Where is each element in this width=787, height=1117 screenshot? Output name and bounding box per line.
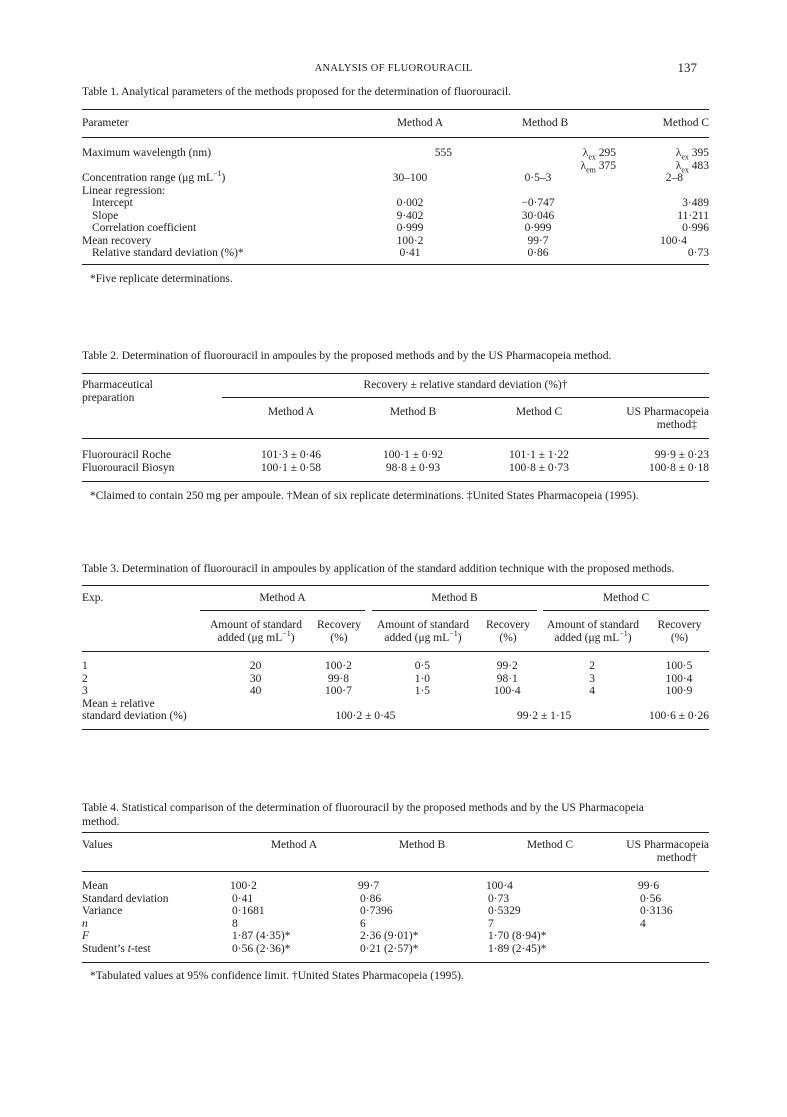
table-row: 1 20 100·2 0·5 99·2 2 100·5 bbox=[82, 660, 693, 672]
table4-bottom-rule bbox=[82, 962, 709, 963]
table1-header-rule bbox=[82, 137, 709, 138]
t2-group-header: Recovery ± relative standard deviation (%)† bbox=[363, 379, 568, 391]
t1-header-method-c: Method C bbox=[662, 117, 709, 129]
table-row: Intercept 0·002 −0·747 3·489 bbox=[92, 197, 709, 209]
table2-footnote: *Claimed to contain 250 mg per ampoule. †Mean of six replicate determinations. ‡United States Pharmacopeia (1995). bbox=[90, 490, 639, 502]
t1-header-method-b: Method B bbox=[521, 117, 569, 129]
t3-group-rule-c bbox=[543, 610, 709, 611]
table3-top-rule bbox=[82, 585, 709, 586]
table-row: Fluorouracil Biosyn 100·1 ± 0·58 98·8 ± 0·93 100·8 ± 0·73 100·8 ± 0·18 bbox=[82, 461, 709, 474]
table-row: Correlation coefficient 0·999 0·999 0·996 bbox=[92, 222, 709, 234]
t3-col1-header: Exp. bbox=[82, 592, 104, 604]
table2-top-rule bbox=[82, 373, 709, 374]
t3-group-method-b: Method B bbox=[431, 592, 478, 604]
table4-top-rule bbox=[82, 832, 709, 833]
table-row: Mean 100·2 99·7 100·4 99·6 bbox=[82, 880, 660, 892]
table4-footnote: *Tabulated values at 95% confidence limit. †United States Pharmacopeia (1995). bbox=[90, 970, 464, 982]
table-row: $\lambda_{em}$ 375 $\lambda_{ex}$ 483 bbox=[580, 159, 709, 174]
t3-group-rule-a bbox=[200, 610, 365, 611]
t3-group-method-a: Method A bbox=[259, 592, 306, 604]
table1-bottom-rule bbox=[82, 264, 709, 265]
table1-top-rule bbox=[82, 109, 709, 110]
table-row: Standard deviation 0·41 0·86 0·73 0·56 bbox=[82, 892, 662, 905]
t1-header-method-a: Method A bbox=[396, 117, 444, 129]
table3-caption: Table 3. Determination of fluorouracil in ampoules by application of the standard addition technique with the proposed methods. bbox=[82, 563, 675, 575]
table-row: F 1·87 (4·35)* 2·36 (9·01)* 1·70 (8·94)* bbox=[82, 930, 547, 942]
table-row: Concentration range (μg $mL^{-1}$) 30–100 0·5–3 2–8 bbox=[82, 169, 683, 184]
t1-header-parameter: Parameter bbox=[82, 117, 129, 129]
page-number: 137 bbox=[677, 60, 697, 75]
table4-body bbox=[82, 880, 709, 955]
table-row: Linear regression: bbox=[82, 184, 166, 197]
table2-subheader: Method A Method B Method C US Pharmacopeia method‡ bbox=[267, 406, 709, 431]
table-row: 2 30 99·8 1·0 98·1 3 100·4 bbox=[82, 672, 693, 685]
table-row: standard deviation (%) 100·2 ± 0·45 99·2 ± 1·15 100·6 ± 0·26 bbox=[82, 710, 709, 722]
table-row: Student’s t-test 0·56 (2·36)* 0·21 (2·57)* 1·89 (2·45)* bbox=[82, 942, 547, 955]
table3-bottom-rule bbox=[82, 729, 709, 730]
running-title: ANALYSIS OF FLUOROURACIL bbox=[314, 63, 473, 74]
t3-group-method-c: Method C bbox=[602, 592, 650, 604]
table-row: Variance 0·1681 0·7396 0·5329 0·3136 bbox=[82, 905, 673, 917]
table-row: n 8 6 7 4 bbox=[82, 917, 646, 930]
table1-footnote: *Five replicate determinations. bbox=[90, 273, 233, 285]
table1-caption: Table 1. Analytical parameters of the methods proposed for the determination of fluorouracil. bbox=[82, 86, 512, 98]
table2-bottom-rule bbox=[82, 481, 709, 482]
table4-header-rule bbox=[82, 871, 709, 872]
t2-group-rule bbox=[222, 397, 709, 398]
table-row: Mean ± relative bbox=[82, 697, 155, 710]
table1-body bbox=[82, 147, 709, 260]
table2-caption: Table 2. Determination of fluorouracil in ampoules by the proposed methods and by the US Pharmacopeia method. bbox=[82, 350, 612, 362]
table3-body bbox=[82, 660, 709, 723]
table-row: Fluorouracil Roche 101·3 ± 0·46 100·1 ± 0·92 101·1 ± 1·22 99·9 ± 0·23 bbox=[82, 449, 709, 461]
table4-caption: Table 4. Statistical comparison of the determination of fluorouracil by the proposed methods and by the US Pharmacopeia method. bbox=[82, 802, 644, 828]
table-row: Maximum wavelength (nm) 555 $\lambda_{ex}$ 295 $\lambda_{ex}$ 395 bbox=[82, 147, 709, 162]
t2-col1-header: Pharmaceutical preparation bbox=[82, 379, 153, 404]
table3-header-rule bbox=[82, 651, 709, 652]
table1-header bbox=[82, 117, 709, 130]
table-row: 3 40 100·7 1·5 100·4 4 100·9 bbox=[82, 685, 693, 697]
table2-body bbox=[82, 449, 709, 474]
t3-group-rule-b bbox=[372, 610, 537, 611]
table-row: Mean recovery 100·2 99·7 100·4 bbox=[82, 234, 687, 247]
table-row: Slope 9·402 30·046 11·211 bbox=[92, 209, 709, 222]
table2-header-rule bbox=[82, 438, 709, 439]
table4-header: Values Method A Method B Method C US Pharmacopeia method† bbox=[82, 839, 709, 864]
table-row: Relative standard deviation (%)* 0·41 0·86 0·73 bbox=[92, 247, 709, 259]
table3-subheader: Amount of standard Recovery Amount of standard Recovery Amount of standard Recovery added (μg $mL^{-1}$) (%) added (μg $mL^{-1}$) (%) added (μg $mL^{-1}$) (%) bbox=[210, 619, 702, 644]
